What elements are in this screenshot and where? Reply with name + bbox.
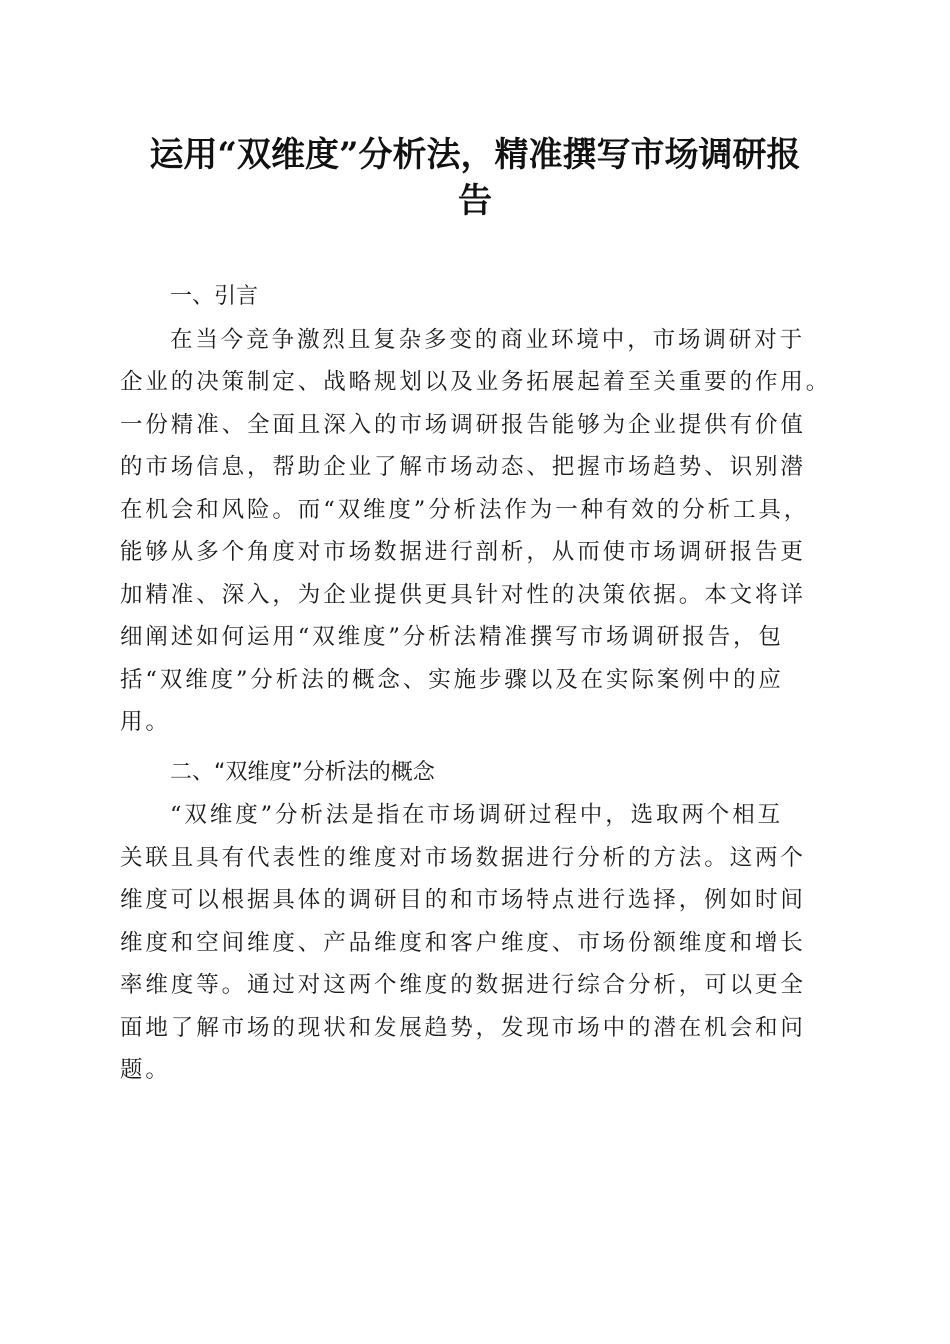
text-line: 企业的决策制定、战略规划以及业务拓展起着至关重要的作用。 [120,369,832,395]
text-line: 细阐述如何运用“双维度”分析法精准撰写市场调研报告，包 [120,624,784,650]
paragraph-concept [120,794,830,1092]
text-line: 用。 [120,709,171,735]
text-line: 在机会和风险。而“双维度”分析法作为一种有效的分析工具， [120,496,810,523]
title-line-2: 告 [458,181,492,221]
section-heading-concept: 二、“双维度”分析法的概念 [170,759,435,785]
section-introduction [120,276,830,744]
text-line: 维度可以根据具体的调研目的和市场特点进行选择，例如时间 [120,887,806,913]
text-line: 关联且具有代表性的维度对市场数据进行分析的方法。这两个 [120,844,806,871]
document-title [110,132,840,224]
text-line: 加精准、深入，为企业提供更具针对性的决策依据。本文将详 [120,581,806,608]
text-line: 在当今竞争激烈且复杂多变的商业环境中，市场调研对于 [170,326,806,353]
text-line: 题。 [120,1057,171,1083]
text-line: 率维度等。通过对这两个维度的数据进行综合分析，可以更全 [120,972,806,998]
text-line: “双维度”分析法是指在市场调研过程中，选取两个相互 [170,802,784,828]
text-line: 维度和空间维度、产品维度和客户维度、市场份额维度和增长 [120,929,806,956]
text-line: 一份精准、全面且深入的市场调研报告能够为企业提供有价值 [120,411,806,438]
document-body [120,268,830,1092]
title-line-1: 运用“双维度”分析法，精准撰写市场调研报 [149,135,801,175]
text-line: 括“双维度”分析法的概念、实施步骤以及在实际案例中的应 [120,666,784,693]
paragraph-introduction [120,319,830,744]
section-concept [120,752,830,1092]
section-heading-introduction: 一、引言 [170,284,259,309]
text-line: 的市场信息，帮助企业了解市场动态、把握市场趋势、识别潜 [120,454,806,480]
text-line: 能够从多个角度对市场数据进行剖析，从而使市场调研报告更 [120,539,806,565]
text-line: 面地了解市场的现状和发展趋势，发现市场中的潜在机会和问 [120,1014,806,1041]
